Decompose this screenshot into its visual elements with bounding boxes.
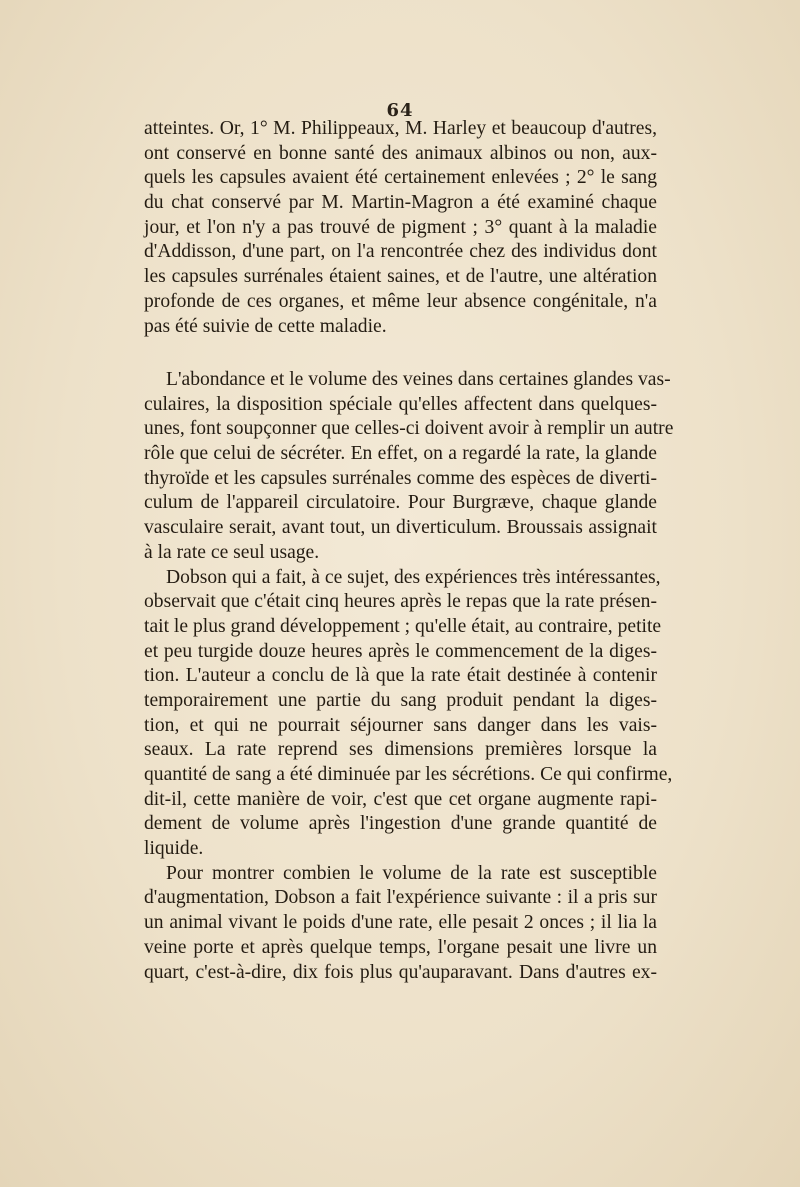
text-line: quart, c'est-à-dire, dix fois plus qu'auparavant. Dans d'autres ex- (144, 961, 657, 983)
text-line: tait le plus grand développement ; qu'elle était, au contraire, petite (144, 615, 662, 637)
page-number: 64 (386, 100, 414, 121)
text-line: jour, et l'on n'y a pas trouvé de pigment ; 3° quant à la maladie (144, 216, 657, 238)
text-line: dement de volume après l'ingestion d'une grande quantité de (144, 813, 657, 835)
text-line: rôle que celui de sécréter. En effet, on a regardé la rate, la glande (144, 443, 657, 465)
text-line: tion. L'auteur a conclu de là que la rate était destinée à contenir (144, 665, 657, 687)
text-line: et peu turgide douze heures après le commencement de la diges- (144, 640, 657, 662)
text-line: thyroïde et les capsules surrénales comme des espèces de diverti- (144, 467, 657, 489)
text-line: liquide. (144, 838, 204, 860)
paragraph-1 (144, 117, 657, 339)
text-line: temporairement une partie du sang produit pendant la diges- (144, 689, 657, 711)
text-line: veine porte et après quelque temps, l'organe pesait une livre un (144, 936, 657, 958)
text-line: vasculaire serait, avant tout, un diverticulum. Broussais assignait (144, 517, 657, 539)
text-line: culum de l'appareil circulatoire. Pour Burgræve, chaque glande (144, 492, 657, 514)
text-line: dit-il, cette manière de voir, c'est que cet organe augmente rapi- (144, 788, 657, 810)
text-line: atteintes. Or, 1° M. Philippeaux, M. Harley et beaucoup d'autres, (144, 118, 657, 139)
text-line: seaux. La rate reprend ses dimensions premières lorsque la (144, 739, 657, 761)
text-line: culaires, la disposition spéciale qu'elles affectent dans quelques- (144, 393, 657, 415)
text-line: unes, font soupçonner que celles-ci doivent avoir à remplir un autre (144, 418, 674, 440)
text-line: Dobson qui a fait, à ce sujet, des expériences très intéressantes, (166, 566, 661, 588)
text-line: un animal vivant le poids d'une rate, elle pesait 2 onces ; il lia la (144, 912, 657, 934)
text-line: tion, et qui ne pourrait séjourner sans danger dans les vais- (144, 714, 657, 736)
paragraphs-2-4 (144, 368, 674, 985)
text-line: d'Addisson, d'une part, on l'a rencontrée chez des individus dont (144, 241, 657, 263)
text-line: à la rate ce seul usage. (144, 541, 320, 563)
text-line: d'augmentation, Dobson a fait l'expérience suivante : il a pris sur (144, 887, 657, 909)
text-line: pas été suivie de cette maladie. (144, 315, 387, 337)
text-line: du chat conservé par M. Martin-Magron a été examiné chaque (144, 192, 657, 214)
text-line: les capsules surrénales étaient saines, et de l'autre, une altération (144, 266, 657, 288)
text-line: profonde de ces organes, et même leur absence congénitale, n'a (144, 290, 657, 312)
text-line: ont conservé en bonne santé des animaux albinos ou non, aux- (144, 142, 657, 164)
text-line: Pour montrer combien le volume de la rate est susceptible (166, 862, 657, 884)
text-line: L'abondance et le volume des veines dans certaines glandes vas- (166, 369, 671, 390)
text-line: quels les capsules avaient été certainement enlevées ; 2° le sang (144, 167, 657, 189)
text-line: observait que c'était cinq heures après le repas que la rate présen- (144, 591, 657, 613)
text-line: quantité de sang a été diminuée par les sécrétions. Ce qui confirme, (144, 764, 673, 785)
